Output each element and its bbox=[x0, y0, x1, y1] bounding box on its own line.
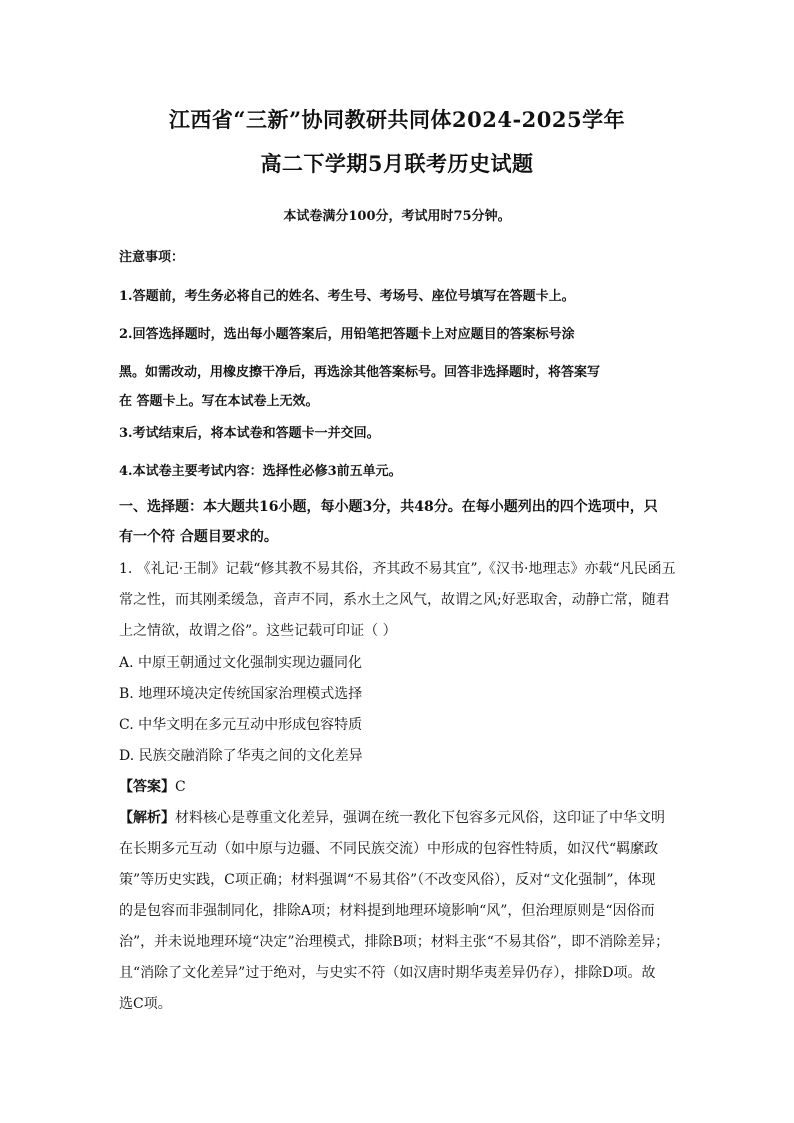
question-1-option-b: B. 地理环境决定传统国家治理模式选择 bbox=[119, 686, 363, 702]
question-1-stem-line1: 1. 《礼记·王制》记载“修其教不易其俗，齐其政不易其宜”,《汉书·地理志》亦载“凡民函五 bbox=[119, 561, 676, 577]
question-1-answer bbox=[119, 776, 679, 796]
answer-value: C bbox=[175, 779, 186, 795]
exam-info: 本试卷满分100分，考试用时75分钟。 bbox=[283, 209, 511, 224]
question-1-analysis-line1 bbox=[119, 807, 679, 827]
section-heading-line1: 一、选择题：本大题共16小题，每小题3分，共48分。在每小题列出的四个选项中，只 bbox=[119, 499, 658, 515]
analysis-label: 【解析】 bbox=[119, 810, 175, 826]
question-1-analysis-line2: 在长期多元互动（如中原与边疆、不同民族交流）中形成的包容性特质，如汉代“羁縻政 bbox=[119, 841, 659, 857]
notes-item-4: 4.本试卷主要考试内容：选择性必修3前五单元。 bbox=[119, 464, 402, 479]
question-1-analysis-line4: 的是包容而非强制同化，排除A项；材料提到地理环境影响“风”，但治理原则是“因俗而 bbox=[119, 903, 655, 919]
notes-heading: 注意事项： bbox=[119, 250, 185, 265]
analysis-text: 材料核心是尊重文化差异，强调在统一教化下包容多元风俗，这印证了中华文明 bbox=[175, 810, 665, 826]
page-title-line2: 高二下学期5月联考历史试题 bbox=[260, 151, 534, 176]
question-1-option-c: C. 中华文明在多元互动中形成包容特质 bbox=[119, 717, 363, 733]
question-1-stem-line2: 常之性，而其刚柔缓急，音声不同，系水土之风气，故谓之风;好恶取舍，动静亡常，随君 bbox=[119, 592, 670, 608]
question-1-analysis-line6: 且“消除了文化差异”过于绝对，与史实不符（如汉唐时期华夷差异仍存），排除D项。故 bbox=[119, 965, 656, 981]
question-1-analysis-line7: 选C项。 bbox=[119, 996, 172, 1012]
section-heading-line2: 有一个符 合题目要求的。 bbox=[119, 529, 278, 545]
question-1-analysis-line5: 治”，并未说地理环境“决定”治理模式，排除B项；材料主张“不易其俗”，即不消除差异； bbox=[119, 934, 670, 950]
notes-item-2-line2: 黑。如需改动，用橡皮擦干净后，再选涂其他答案标号。回答非选择题时，将答案写 bbox=[119, 365, 601, 380]
page-title-line1: 江西省“三新”协同教研共同体2024-2025学年 bbox=[168, 107, 626, 132]
question-1-option-a: A. 中原王朝通过文化强制实现边疆同化 bbox=[119, 655, 363, 671]
notes-item-2-line1: 2.回答选择题时，选出每小题答案后，用铅笔把答题卡上对应题目的答案标号涂 bbox=[119, 327, 575, 342]
notes-item-3: 3.考试结束后，将本试卷和答题卡一并交回。 bbox=[119, 426, 380, 441]
notes-item-1: 1.答题前，考生务必将自己的姓名、考生号、考场号、座位号填写在答题卡上。 bbox=[119, 289, 575, 304]
answer-label: 【答案】 bbox=[119, 779, 175, 795]
question-1-analysis-line3: 策”等历史实践，C项正确；材料强调“不易其俗”（不改变风俗），反对“文化强制”，体现 bbox=[119, 872, 656, 888]
question-1-stem-line3: 上之情欲，故谓之俗”。这些记载可印证（ ） bbox=[119, 623, 397, 639]
notes-item-2-line3: 在 答题卡上。写在本试卷上无效。 bbox=[119, 394, 319, 409]
question-1-option-d: D. 民族交融消除了华夷之间的文化差异 bbox=[119, 748, 363, 764]
